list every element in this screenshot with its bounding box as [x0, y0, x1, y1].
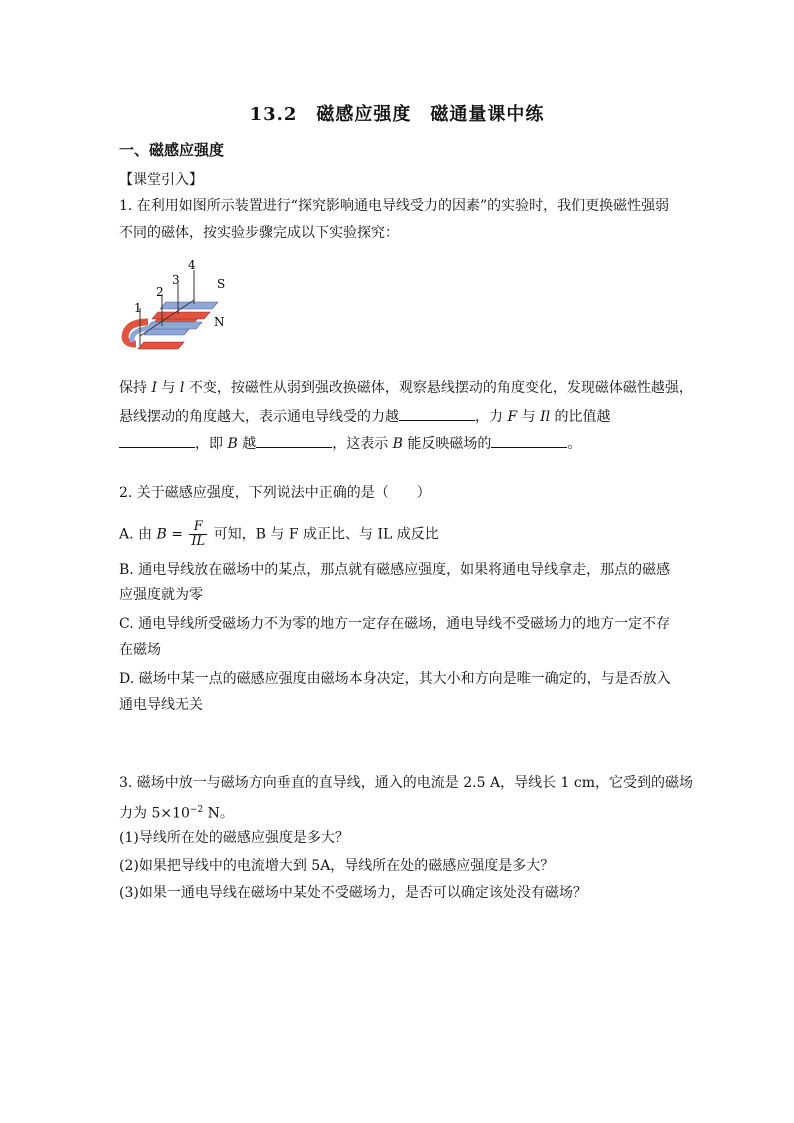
option-b-line-1: B. 通电导线放在磁场中的某点，那点就有磁感应强度，如果将通电导线拿走，那点的磁感: [119, 562, 671, 578]
question-3-sub-3: (3)如果一通电导线在磁场中某处不受磁场力，是否可以确定该处没有磁场？: [119, 885, 587, 901]
var-l: l: [179, 380, 185, 396]
question-3-sub-2: (2)如果把导线中的电流增大到 5A，导线所在处的磁感应强度是多大？: [119, 858, 555, 874]
question-1-line-1: 1. 在利用如图所示装置进行“探究影响通电导线受力的因素”的实验时，我们更换磁性强弱: [119, 198, 670, 214]
label-south-pole: S: [217, 277, 226, 291]
var-i: I: [151, 380, 157, 396]
question-1-para-line-2: 悬线摆动的角度越大，表示通电导线受的力越 ，力 F 与 Il 的比值越: [119, 406, 611, 427]
label-2: 2: [156, 285, 164, 299]
var-il: Il: [540, 409, 551, 425]
question-1-line-2: 不同的磁体，按实验步骤完成以下实验探究：: [119, 225, 399, 241]
label-3: 3: [172, 273, 180, 287]
option-b-line-2: 应强度就为零: [119, 587, 203, 603]
question-1-para-line-1: 保持 I 与 l 不变，按磁性从弱到强改换磁体，观察悬线摆动的角度变化，发现磁体磁性越强，: [119, 380, 693, 396]
magnet-apparatus-figure: [114, 256, 234, 366]
magnet-apparatus-diagram: [114, 256, 234, 366]
subsection-label: 【课堂引入】: [119, 172, 203, 188]
option-c-line-1: C. 通电导线所受磁场力不为零的地方一定存在磁场，通电导线不受磁场力的地方一定不存: [119, 616, 671, 632]
option-d-line-2: 通电导线无关: [119, 697, 203, 713]
option-a: A. 由 B = $\frac{F}{IL}$ 可知，B 与 F 成正比、与 IL 成反比: [119, 519, 439, 549]
fraction-f-over-il: $\frac{F}{IL}$: [191, 519, 206, 549]
option-c-line-2: 在磁场: [119, 642, 161, 658]
answer-blank-4[interactable]: [491, 433, 567, 448]
var-f: F: [507, 409, 518, 425]
section-heading: 一、磁感应强度: [119, 141, 225, 159]
answer-blank-2[interactable]: [119, 433, 195, 448]
question-1-para-line-3: ，即 B 越 ，这表示 B 能反映磁场的 。: [119, 433, 581, 454]
question-2-stem: 2. 关于磁感应强度，下列说法中正确的是（ ）: [119, 485, 431, 501]
question-3-line-2: 力为 $5\times 10^{-2}$ N。: [119, 805, 234, 822]
label-1: 1: [134, 301, 142, 315]
answer-blank-3[interactable]: [256, 433, 332, 448]
answer-blank-1[interactable]: [399, 406, 475, 421]
page-title: 13.2 磁感应强度 磁通量课中练: [249, 104, 545, 125]
var-b: B: [227, 436, 238, 452]
label-north-pole: N: [214, 315, 225, 329]
label-4: 4: [188, 258, 196, 272]
var-b-2: B: [392, 436, 403, 452]
option-d-line-1: D. 磁场中某一点的磁感应强度由磁场本身决定，其大小和方向是唯一确定的，与是否放入: [119, 671, 671, 687]
question-3-sub-1: (1)导线所在处的磁感应强度是多大？: [119, 830, 349, 846]
question-3-line-1: 3. 磁场中放一与磁场方向垂直的直导线，通入的电流是 2.5 A，导线长 1 cm，它受到的磁场: [119, 775, 694, 791]
